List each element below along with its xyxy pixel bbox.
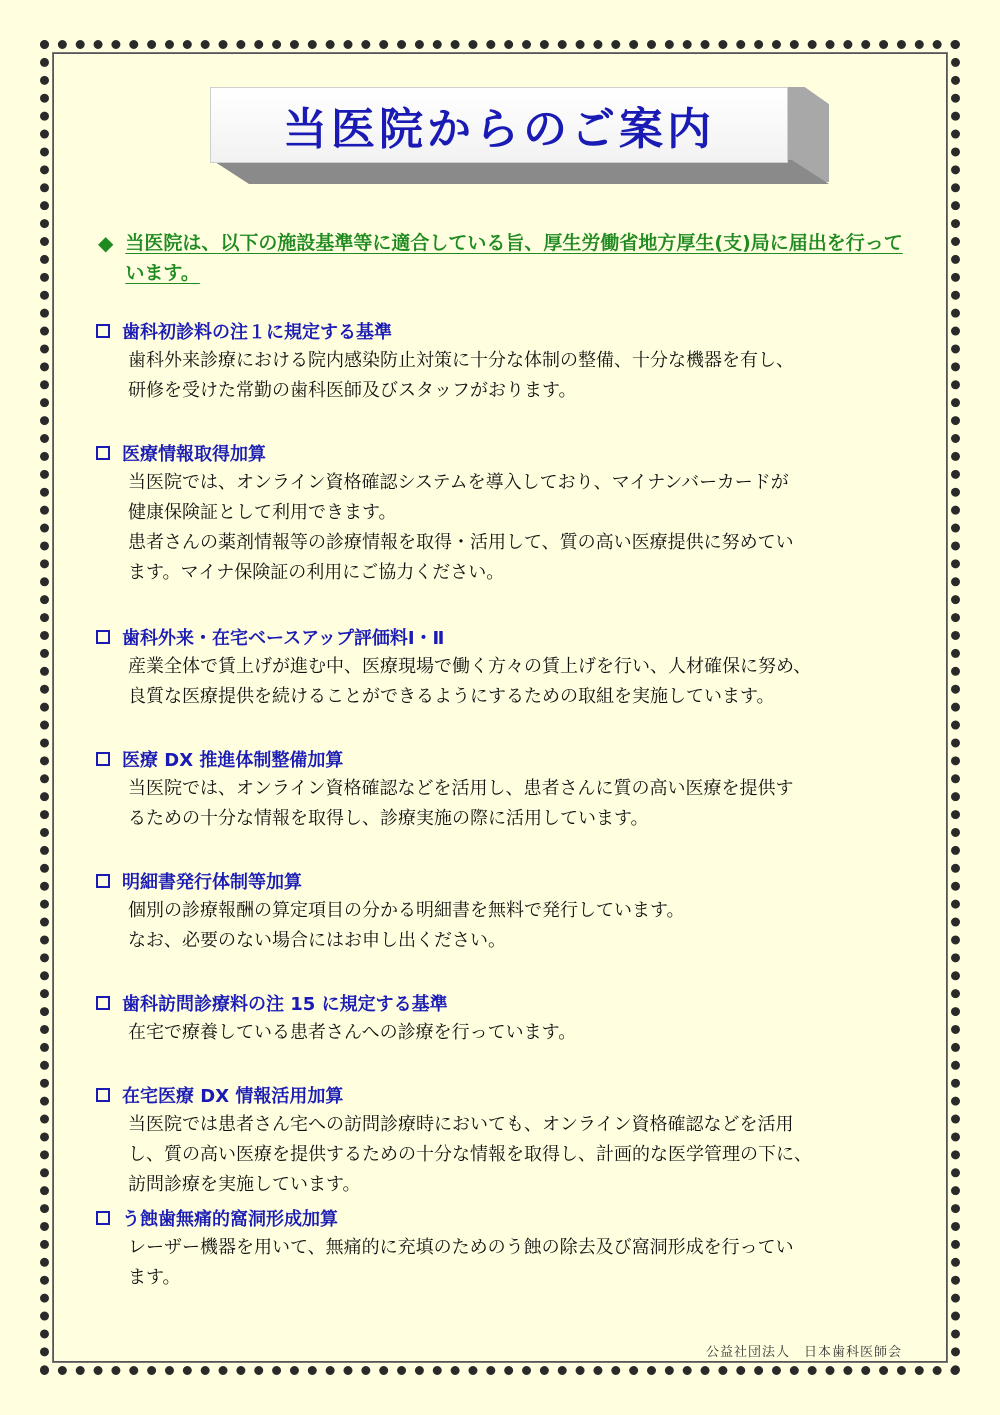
- section-line: 良質な医療提供を続けることができるようにするための取組を実施しています。: [128, 686, 775, 707]
- intro-notice: [98, 228, 918, 288]
- section-line: 研修を受けた常勤の歯科医師及びスタッフがおります。: [128, 380, 577, 401]
- section-line: ます。: [128, 1267, 181, 1288]
- section-title: 歯科訪問診療料の注 15 に規定する基準: [122, 994, 448, 1015]
- section-line: ます。マイナ保険証の利用にご協力ください。: [128, 562, 505, 583]
- section-home-dx-info: [96, 1080, 916, 1200]
- section-title: 歯科初診料の注１に規定する基準: [122, 322, 392, 343]
- section-line: なお、必要のない場合にはお申し出ください。: [128, 930, 506, 951]
- section-line: るための十分な情報を取得し、診療実施の際に活用しています。: [128, 808, 649, 829]
- page-title: 当医院からのご案内: [283, 104, 715, 155]
- footer-organization: 公益社団法人 日本歯科医師会: [705, 1345, 902, 1360]
- section-initial-exam-standard: [96, 316, 916, 406]
- section-title: 歯科外来・在宅ベースアップ評価料Ⅰ・Ⅱ: [122, 628, 445, 649]
- checkbox-icon: [96, 446, 110, 460]
- section-line: 健康保険証として利用できます。: [128, 502, 397, 523]
- checkbox-icon: [96, 1211, 110, 1225]
- section-laser-cavity: [96, 1203, 916, 1293]
- title-box: [210, 87, 788, 163]
- section-line: 当医院では患者さん宅への訪問診療時においても、オンライン資格確認などを活用: [128, 1114, 794, 1135]
- checkbox-icon: [96, 752, 110, 766]
- section-dx-promotion: [96, 744, 916, 834]
- section-baseup-evaluation: [96, 622, 916, 712]
- section-line: 訪問診療を実施しています。: [128, 1174, 361, 1195]
- checkbox-icon: [96, 996, 110, 1010]
- section-title: 医療情報取得加算: [122, 444, 266, 465]
- checkbox-icon: [96, 324, 110, 338]
- intro-text: 当医院は、以下の施設基準等に適合している旨、厚生労働省地方厚生(支)局に届出を行っています。: [125, 232, 903, 284]
- section-itemized-bill: [96, 866, 916, 956]
- section-line: 個別の診療報酬の算定項目の分かる明細書を無料で発行しています。: [128, 900, 685, 921]
- title-shadow-bottom: [212, 160, 829, 184]
- section-title: う蝕歯無痛的窩洞形成加算: [122, 1209, 338, 1230]
- section-title: 在宅医療 DX 情報活用加算: [122, 1086, 344, 1107]
- section-line: 患者さんの薬剤情報等の診療情報を取得・活用して、質の高い医療提供に努めてい: [128, 532, 794, 553]
- checkbox-icon: [96, 1088, 110, 1102]
- section-home-visit-standard: [96, 988, 916, 1048]
- section-medical-info-acquisition: [96, 438, 916, 588]
- section-line: 産業全体で賃上げが進む中、医療現場で働く方々の賃上げを行い、人材確保に努め、: [128, 656, 812, 677]
- section-line: 在宅で療養している患者さんへの診療を行っています。: [128, 1022, 577, 1043]
- section-line: 当医院では、オンライン資格確認などを活用し、患者さんに質の高い医療を提供す: [128, 778, 794, 799]
- checkbox-icon: [96, 630, 110, 644]
- checkbox-icon: [96, 874, 110, 888]
- diamond-bullet-icon: ◆: [98, 231, 114, 255]
- section-line: 当医院では、オンライン資格確認システムを導入しており、マイナンバーカードが: [128, 472, 789, 493]
- section-title: 医療 DX 推進体制整備加算: [122, 750, 344, 771]
- section-line: し、質の高い医療を提供するための十分な情報を取得し、計画的な医学管理の下に、: [128, 1144, 812, 1165]
- section-line: 歯科外来診療における院内感染防止対策に十分な体制の整備、十分な機器を有し、: [128, 350, 794, 371]
- section-title: 明細書発行体制等加算: [122, 872, 302, 893]
- section-line: レーザー機器を用いて、無痛的に充填のためのう蝕の除去及び窩洞形成を行ってい: [128, 1237, 794, 1258]
